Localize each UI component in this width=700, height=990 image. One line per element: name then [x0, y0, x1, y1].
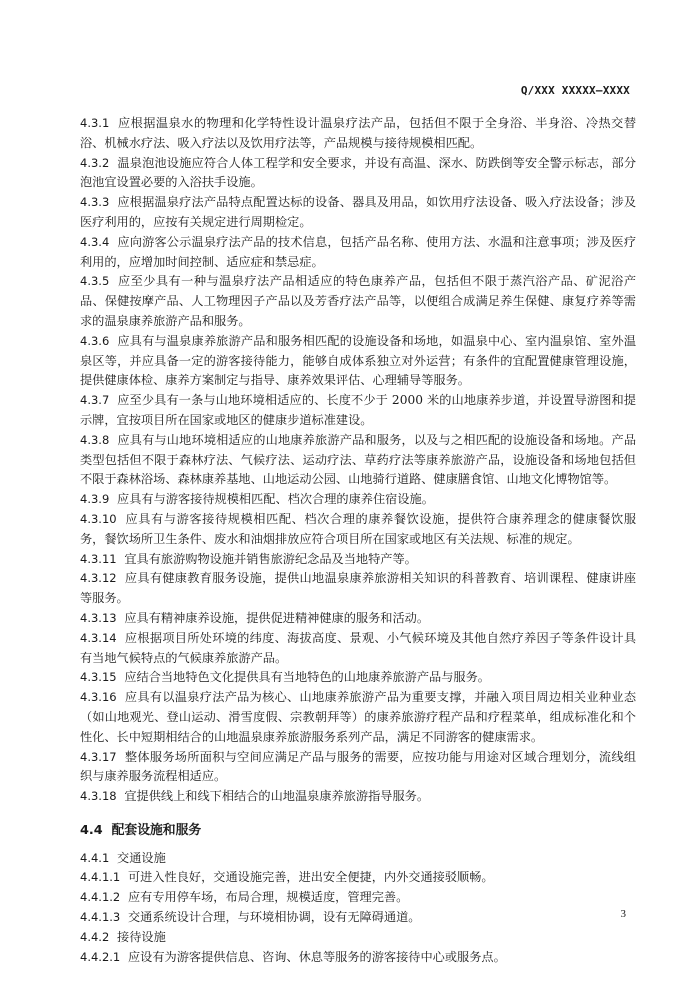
clause-number: 4.3.13	[80, 610, 117, 625]
clause-number: 4.4.1.2	[80, 890, 121, 905]
clause-number: 4.3.9	[80, 492, 110, 507]
clause-number: 4.3.7	[80, 393, 110, 408]
clause-number: 4.3.18	[80, 789, 117, 804]
clause	[80, 569, 636, 609]
clause-number: 4.3.1	[80, 116, 110, 130]
page-number: 3	[620, 908, 626, 920]
clause	[80, 391, 636, 431]
clause-text: 应具有健康教育服务设施，提供山地温泉康养旅游相关知识的科普教育、培训课程、健康讲座等服务。	[80, 571, 637, 606]
clause	[80, 888, 636, 908]
clause	[80, 550, 636, 570]
clause-text: 应设有为游客提供信息、咨询、休息等服务的游客接待中心或服务点。	[127, 949, 506, 964]
clause-text: 应具有与游客接待规模相匹配、档次合理的康养住宿设施。	[117, 492, 434, 507]
clause	[80, 233, 636, 273]
clause	[80, 114, 636, 154]
clause-number: 4.3.4	[80, 234, 110, 249]
clause-text: 整体服务场所面积与空间应满足产品与服务的需要，应按功能与用途对区域合理划分，流线组织与康养服务流程相适应。	[80, 749, 637, 784]
clause-text: 应具有与温泉康养旅游产品和服务相匹配的设施设备和场地，如温泉中心、室内温泉馆、室外温泉区等，并应具备一定的游客接待能力，能够自成体系独立对外运营；有条件的宜配置健康管理设施，提供健康体检、康养方案制定与指导、康养效果评估、心理辅导等服务。	[80, 333, 637, 388]
clause-text: 接待设施	[117, 929, 166, 944]
clause-number: 4.3.14	[80, 630, 117, 645]
clause-number: 4.3.2	[80, 155, 110, 170]
clause-text: 应具有精神康养设施，提供促进精神健康的服务和活动。	[124, 610, 430, 625]
document-body	[80, 114, 636, 967]
clause-text: 应有专用停车场，布局合理，规模适度，管理完善。	[127, 890, 409, 905]
clause-number: 4.4.1	[80, 850, 110, 865]
clause	[80, 431, 636, 490]
clause	[80, 609, 636, 629]
clause-text: 应根据温泉水的物理和化学特性设计温泉疗法产品，包括但不限于全身浴、半身浴、冷热交替浴、机械水疗法、吸入疗法以及饮用疗法等，产品规模与接待规模相匹配。	[80, 116, 637, 150]
clause	[80, 908, 636, 928]
clause-text: 应具有与山地环境相适应的山地康养旅游产品和服务，以及与之相匹配的设施设备和场地。产品类型包括但不限于森林疗法、气候疗法、运动疗法、草药疗法等康养旅游产品，设施设备和场地包括但不限于森林浴场、森林康养基地、山地运动公园、山地骑行道路、健康膳食馆、山地文化博物馆等。	[80, 432, 637, 487]
clause-number: 4.3.17	[80, 749, 117, 764]
section-title: 配套设施和服务	[111, 822, 202, 838]
section-number: 4.4	[80, 822, 103, 838]
clause	[80, 688, 636, 747]
clause-number: 4.3.3	[80, 195, 110, 210]
clause-text: 交通系统设计合理，与环境相协调，设有无障碍通道。	[127, 910, 421, 925]
clause-text: 应根据项目所处环境的纬度、海拔高度、景观、小气候环境及其他自然疗养因子等条件设计具有当地气候特点的气候康养旅游产品。	[80, 630, 637, 665]
clause	[80, 948, 636, 968]
clause	[80, 928, 636, 948]
clause	[80, 272, 636, 331]
clause-text: 宜具有旅游购物设施并销售旅游纪念品及当地特产等。	[124, 551, 417, 566]
document-code: Q/XXX XXXXX—XXXX	[520, 84, 630, 97]
clause-number: 4.3.12	[80, 571, 117, 586]
clause-number: 4.4.2	[80, 929, 110, 944]
clause-text: 应向游客公示温泉疗法产品的技术信息，包括产品名称、使用方法、水温和注意事项；涉及医疗利用的，应增加时间控制、适应症和禁忌症。	[80, 234, 637, 269]
clause-number: 4.4.1.1	[80, 870, 121, 885]
clause	[80, 193, 636, 233]
clause-number: 4.3.15	[80, 670, 117, 685]
clause	[80, 490, 636, 510]
clause-number: 4.3.10	[80, 511, 117, 526]
clause	[80, 154, 636, 194]
clause	[80, 668, 636, 688]
clause-number: 4.4.1.3	[80, 910, 121, 925]
clause-list-4-3	[80, 114, 636, 807]
clause	[80, 629, 636, 669]
clause-text: 应具有以温泉疗法产品为核心、山地康养旅游产品为重要支撑，并融入项目周边相关业种业态（如山地观光、登山运动、滑雪度假、宗教朝拜等）的康养旅游疗程产品和疗程菜单，组成标准化和个性化、长中短期相结合的山地温泉康养旅游服务系列产品，满足不同游客的健康需求。	[80, 690, 637, 744]
clause-text: 应具有与游客接待规模相匹配、档次合理的康养餐饮设施，提供符合康养理念的健康餐饮服务，餐饮场所卫生条件、废水和油烟排放应符合项目所在国家或地区有关法规、标准的规定。	[80, 511, 637, 546]
clause-text: 应根据温泉疗法产品特点配置达标的设备、器具及用品，如饮用疗法设备、吸入疗法设备；涉及医疗利用的，应按有关规定进行周期检定。	[80, 195, 637, 229]
clause	[80, 787, 636, 807]
clause	[80, 510, 636, 550]
clause-number: 4.3.5	[80, 274, 110, 289]
clause-text: 应至少具有一种与温泉疗法产品相适应的特色康养产品，包括但不限于蒸汽浴产品、矿泥浴产品、保健按摩产品、人工物理因子产品以及芳香疗法产品等，以便组合成满足养生保健、康复疗养等需求的温泉康养旅游产品和服务。	[80, 274, 637, 328]
clause-text: 应结合当地特色文化提供具有当地特色的山地康养旅游产品与服务。	[124, 670, 490, 685]
clause-text: 温泉泡池设施应符合人体工程学和安全要求，并设有高温、深水、防跌倒等安全警示标志，部分泡池宜设置必要的入浴扶手设施。	[80, 155, 637, 190]
clause-number: 4.3.16	[80, 690, 117, 705]
clause-number: 4.3.6	[80, 333, 110, 348]
section-heading-4-4	[80, 821, 636, 841]
clause-number: 4.4.2.1	[80, 949, 121, 964]
clause	[80, 868, 636, 888]
clause-number: 4.3.8	[80, 432, 110, 447]
clause	[80, 332, 636, 391]
clause-text: 应至少具有一条与山地环境相适应的、长度不少于 2000 米的山地康养步道，并设置导游图和提示牌，宜按项目所在国家或地区的健康步道标准建设。	[80, 393, 636, 427]
clause-text: 可进入性良好，交通设施完善，进出安全便捷，内外交通接驳顺畅。	[127, 870, 494, 885]
clause-number: 4.3.11	[80, 551, 117, 566]
clause-list-4-4	[80, 849, 636, 968]
clause-text: 宜提供线上和线下相结合的山地温泉康养旅游指导服务。	[124, 789, 430, 804]
clause	[80, 748, 636, 788]
clause	[80, 849, 636, 869]
clause-text: 交通设施	[117, 850, 166, 865]
